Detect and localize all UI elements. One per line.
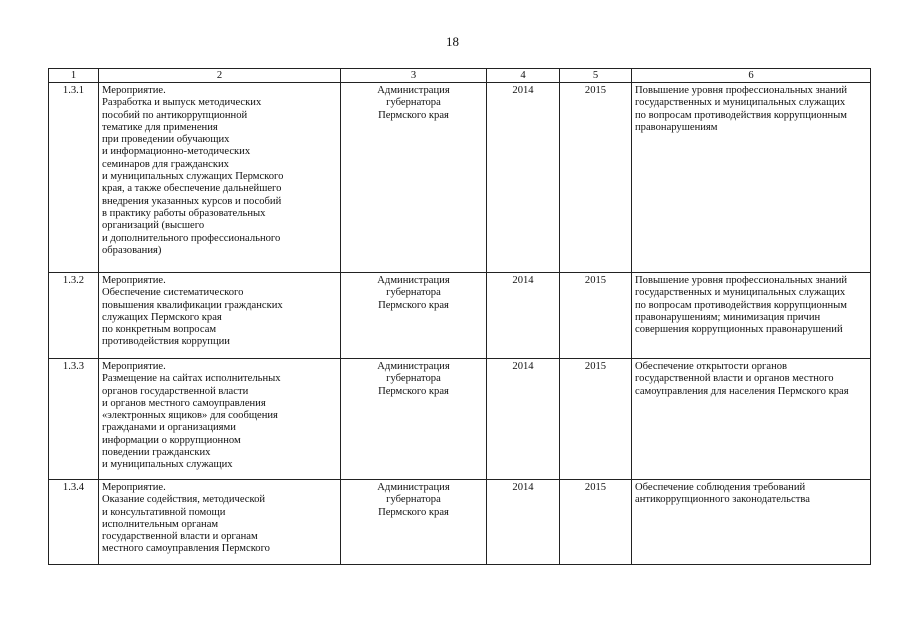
column-header: 5 <box>560 69 632 83</box>
table-row <box>49 83 871 273</box>
table-row <box>49 480 871 565</box>
item-number: 1.3.4 <box>49 480 99 565</box>
table-row <box>49 273 871 359</box>
column-header: 2 <box>99 69 341 83</box>
expected-result: Обеспечение соблюдения требований антикоррупционного законодательства <box>632 480 871 565</box>
column-header: 3 <box>341 69 487 83</box>
expected-result: Повышение уровня профессиональных знаний государственных и муниципальных служащих по вопросам противодействия коррупционным правонарушениям; минимизация причин совершения коррупционных правонарушений <box>632 273 871 359</box>
column-header: 1 <box>49 69 99 83</box>
item-number: 1.3.1 <box>49 83 99 273</box>
expected-result: Повышение уровня профессиональных знаний государственных и муниципальных служащих по вопросам противодействия коррупционным правонарушениям <box>632 83 871 273</box>
executor: Администрация губернатора Пермского края <box>341 273 487 359</box>
executor: Администрация губернатора Пермского края <box>341 83 487 273</box>
measure-name: Мероприятие. Размещение на сайтах исполнительных органов государственной власти и органов местного самоуправления «электронных ящиков» для сообщения гражданами и организациями информации о коррупционном поведении гражданских и муниципальных служащих <box>99 359 341 480</box>
start-year: 2014 <box>487 83 560 273</box>
table-header-row <box>49 69 871 83</box>
column-header: 6 <box>632 69 871 83</box>
measure-name: Мероприятие. Обеспечение систематического повышения квалификации гражданских служащих Пермского края по конкретным вопросам противодействия коррупции <box>99 273 341 359</box>
end-year: 2015 <box>560 359 632 480</box>
executor: Администрация губернатора Пермского края <box>341 480 487 565</box>
measure-name: Мероприятие. Разработка и выпуск методических пособий по антикоррупционной тематике для применения при проведении обучающих и информационно-методических семинаров для гражданских и муниципальных служащих Пермского края, а также обеспечение дальнейшего внедрения указанных курсов и пособий в практику работы образовательных организаций (высшего и дополнительного профессионального образования) <box>99 83 341 273</box>
end-year: 2015 <box>560 83 632 273</box>
end-year: 2015 <box>560 480 632 565</box>
page-number: 18 <box>446 34 459 49</box>
expected-result: Обеспечение открытости органов государственной власти и органов местного самоуправления для населения Пермского края <box>632 359 871 480</box>
table-row <box>49 359 871 480</box>
executor: Администрация губернатора Пермского края <box>341 359 487 480</box>
start-year: 2014 <box>487 359 560 480</box>
end-year: 2015 <box>560 273 632 359</box>
start-year: 2014 <box>487 273 560 359</box>
item-number: 1.3.2 <box>49 273 99 359</box>
measures-table <box>48 68 871 565</box>
item-number: 1.3.3 <box>49 359 99 480</box>
start-year: 2014 <box>487 480 560 565</box>
measure-name: Мероприятие. Оказание содействия, методической и консультативной помощи исполнительным органам государственной власти и органам местного самоуправления Пермского <box>99 480 341 565</box>
column-header: 4 <box>487 69 560 83</box>
